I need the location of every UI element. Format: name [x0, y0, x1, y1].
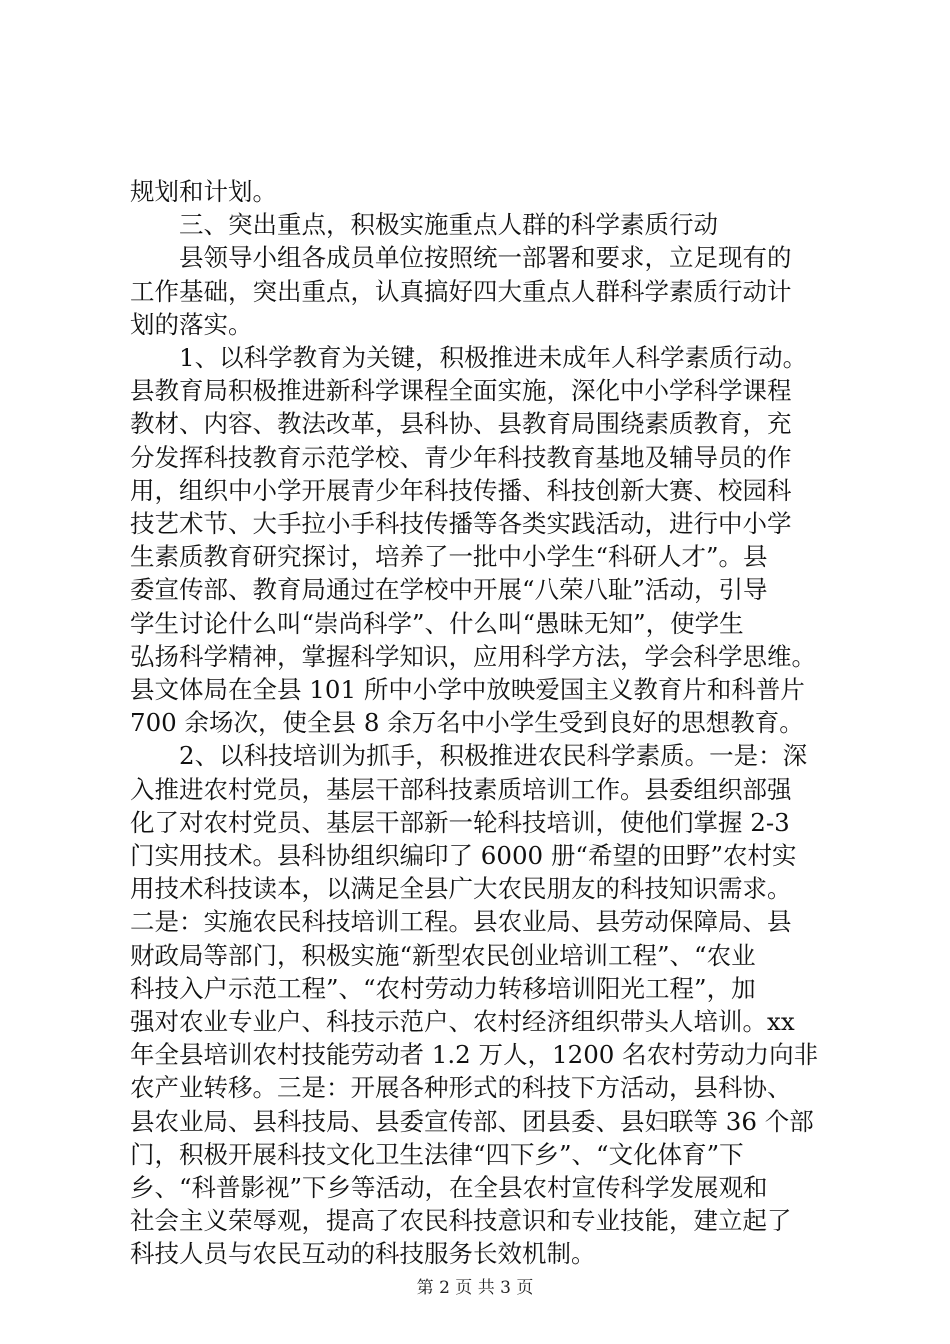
text-line: 县文体局在全县 101 所中小学中放映爱国主义教育片和科普片 — [130, 675, 805, 704]
text-line: 1、以科学教育为关键，积极推进未成年人科学素质行动。 — [130, 343, 808, 372]
text-line: 化了对农村党员、基层干部新一轮科技培训，使他们掌握 2-3 — [130, 807, 790, 837]
text-line: 乡、“科普影视”下乡等活动，在全县农村宣传科学发展观和 — [130, 1173, 768, 1202]
text-line: 生素质教育研究探讨，培养了一批中小学生“科研人才”。县 — [130, 542, 768, 572]
text-line: 入推进农村党员，基层干部科技素质培训工作。县委组织部强 — [130, 774, 792, 804]
text-line: 技艺术节、大手拉小手科技传播等各类实践活动，进行中小学 — [130, 509, 792, 538]
text-line: 财政局等部门，积极实施“新型农民创业培训工程”、“农业 — [130, 940, 756, 970]
text-line: 700 余场次，使全县 8 余万名中小学生受到良好的思想教育。 — [130, 708, 804, 738]
text-line: 学生讨论什么叫“崇尚科学”、什么叫“愚昧无知”，使学生 — [130, 608, 744, 638]
text-line: 划的落实。 — [130, 309, 253, 339]
text-line: 县领导小组各成员单位按照统一部署和要求，立足现有的 — [130, 243, 792, 273]
text-line: 科技入户示范工程”、“农村劳动力转移培训阳光工程”，加 — [130, 973, 756, 1003]
text-line: 规划和计划。 — [130, 177, 277, 206]
text-line: 二是：实施农民科技培训工程。县农业局、县劳动保障局、县 — [130, 907, 792, 937]
text-line: 委宣传部、教育局通过在学校中开展“八荣八耻”活动，引导 — [130, 575, 768, 605]
text-line: 农产业转移。三是：开展各种形式的科技下方活动，县科协、 — [130, 1073, 792, 1103]
text-line: 用技术科技读本，以满足全县广大农民朋友的科技知识需求。 — [130, 874, 792, 904]
text-line: 分发挥科技教育示范学校、青少年科技教育基地及辅导员的作 — [130, 442, 792, 472]
text-line: 县教育局积极推进新科学课程全面实施，深化中小学科学课程 — [130, 376, 792, 406]
text-line: 三、突出重点，积极实施重点人群的科学素质行动 — [130, 210, 718, 240]
text-line: 门，积极开展科技文化卫生法律“四下乡”、“文化体育”下 — [130, 1139, 744, 1169]
text-line: 弘扬科学精神，掌握科学知识，应用科学方法，学会科学思维。 — [130, 641, 816, 671]
text-line: 强对农业专业户、科技示范户、农村经济组织带头人培训。xx — [130, 1007, 795, 1036]
text-line: 科技人员与农民互动的科技服务长效机制。 — [130, 1239, 596, 1269]
text-line: 教材、内容、教法改革，县科协、县教育局围绕素质教育，充 — [130, 409, 792, 439]
text-line: 门实用技术。县科协组织编印了 6000 册“希望的田野”农村实 — [130, 841, 797, 870]
text-line: 用，组织中小学开展青少年科技传播、科技创新大赛、校园科 — [130, 475, 792, 505]
text-line: 社会主义荣辱观，提高了农民科技意识和专业技能，建立起了 — [130, 1206, 792, 1236]
text-line: 2、以科技培训为抓手，积极推进农民科学素质。一是：深 — [130, 741, 808, 771]
page-footer: 第 2 页 共 3 页 — [416, 1278, 534, 1298]
text-line: 年全县培训农村技能劳动者 1.2 万人，1200 名农村劳动力向非 — [130, 1040, 819, 1070]
text-line: 工作基础，突出重点，认真搞好四大重点人群科学素质行动计 — [130, 276, 792, 306]
text-line: 县农业局、县科技局、县委宣传部、团县委、县妇联等 36 个部 — [130, 1106, 814, 1136]
